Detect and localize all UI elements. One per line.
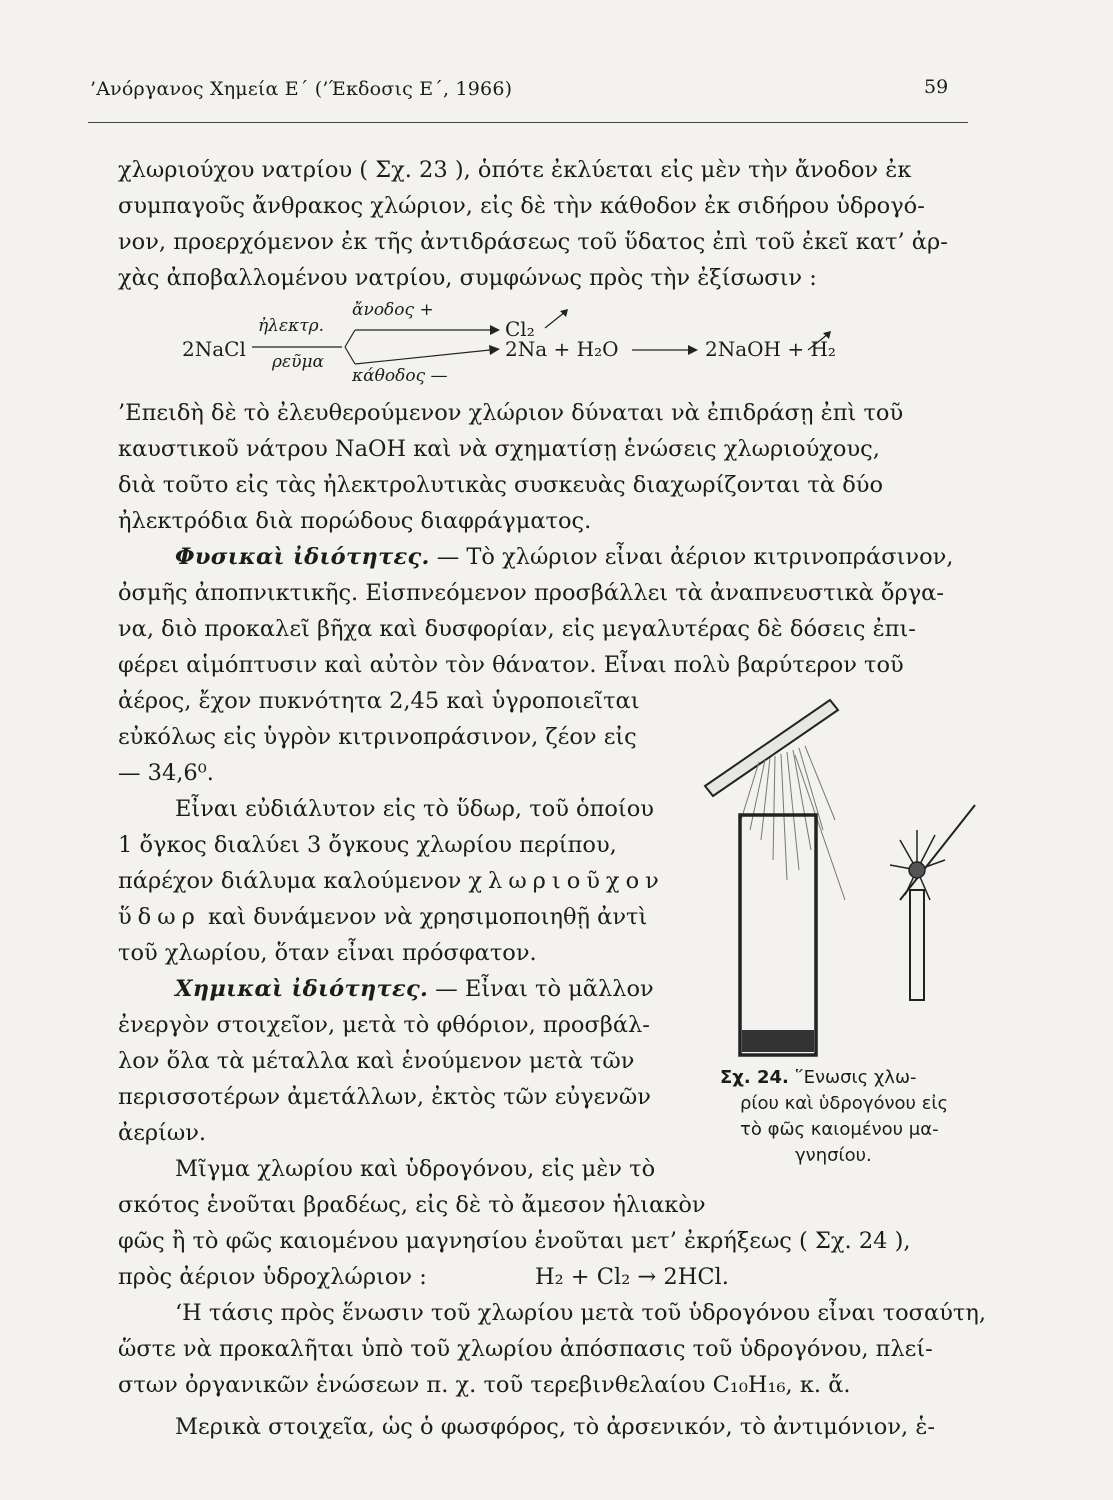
text-line: πάρέχον διάλυμα καλούμενον χλωριοῦχον — [118, 868, 665, 894]
text-line: εὐκόλως εἰς ὑγρὸν κιτρινοπράσινον, ζέον εἰς — [118, 724, 637, 750]
chemical-properties-first-line: Χημικαὶ ἰδιότητες. — Εἶναι τὸ μᾶλλον — [175, 976, 654, 1002]
text-line: 1 ὄγκος διαλύει 3 ὄγκους χλωρίου περίπου, — [118, 832, 617, 858]
page-number: 59 — [924, 76, 949, 98]
text-line: συμπαγοῦς ἄνθρακος χλώριον, εἰς δὲ τὴν κάθοδον ἐκ σιδήρου ὑδρογό- — [118, 193, 925, 219]
cathode-label: κάθοδος — — [352, 366, 448, 386]
text-line: σκότος ἑνοῦται βραδέως, εἰς δὲ τὸ ἄμεσον ἡλιακὸν — [118, 1192, 706, 1218]
text-line: ὕδωρ καὶ δυνάμενον νὰ χρησιμοποιηθῇ ἀντὶ — [118, 904, 648, 930]
anode-label: ἄνοδος + — [352, 300, 434, 320]
figure-24-caption: Σχ. 24. ῞Ενωσις χλω- ρίου καὶ ὑδρογόνου εἰς τὸ φῶς καιομένου μα- γνησίου. — [720, 1067, 949, 1166]
text-line: στων ὀργανικῶν ἑνώσεων π. χ. τοῦ τερεβινθελαίου C₁₀H₁₆, κ. ἄ. — [118, 1372, 851, 1398]
text-line: χὰς ἀποβαλλομένου νατρίου, συμφώνως πρὸς τὴν ἐξίσωσιν : — [118, 265, 817, 291]
hcl-equation: H₂ + Cl₂ → 2HCl. — [535, 1264, 729, 1290]
text-line: ’Επειδὴ δὲ τὸ ἐλευθερούμενον χλώριον δύναται νὰ ἐπιδράσῃ ἐπὶ τοῦ — [118, 400, 904, 426]
text-line: ὀσμῆς ἀποπνικτικῆς. Εἰσπνεόμενον προσβάλλει τὰ ἀναπνευστικὰ ὄργα- — [118, 580, 944, 606]
condition-top: ἠλεκτρ. — [258, 316, 325, 336]
physical-properties-first-line: Φυσικαὶ ἰδιότητες. — Τὸ χλώριον εἶναι ἀέριον κιτρινοπράσινον, — [175, 544, 954, 570]
light-rays — [741, 746, 845, 900]
figure-24-illustration — [695, 680, 995, 1070]
glass-cylinder — [740, 815, 816, 1055]
text-line: ἀέρος, ἔχον πυκνότητα 2,45 καὶ ὑγροποιεῖται — [118, 688, 640, 714]
text-line: νον, προερχόμενον ἐκ τῆς ἀντιδράσεως τοῦ ὕδατος ἐπὶ τοῦ ἐκεῖ κατ’ ἀρ- — [118, 229, 948, 255]
magnesium-tube — [910, 890, 924, 1000]
text-line: ‘Η τάσις πρὸς ἕνωσιν τοῦ χλωρίου μετὰ τοῦ ὑδρογόνου εἶναι τοσαύτη, — [175, 1300, 986, 1326]
text-line: πρὸς ἀέριον ὑδροχλώριον : — [118, 1264, 427, 1290]
text-line: τοῦ χλωρίου, ὅταν εἶναι πρόσφατον. — [118, 940, 537, 966]
text-line: να, διὸ προκαλεῖ βῆχα καὶ δυσφορίαν, εἰς μεγαλυτέρας δὲ δόσεις ἐπι- — [118, 616, 916, 642]
text-line: Μῖγμα χλωρίου καὶ ὑδρογόνου, εἰς μὲν τὸ — [175, 1156, 656, 1182]
text-line: λον ὅλα τὰ μέταλλα καὶ ἑνούμενον μετὰ τῶν — [118, 1048, 635, 1074]
figure-label: Σχ. 24. — [720, 1067, 789, 1088]
chemical-properties-heading: Χημικαὶ ἰδιότητες. — [175, 976, 429, 1002]
condition-bottom: ρεῦμα — [272, 352, 324, 372]
final-product: 2NaOH + H₂ — [705, 337, 836, 361]
text-line: καυστικοῦ νάτρου NaOH καὶ νὰ σχηματίσῃ ἑνώσεις χλωριούχους, — [118, 436, 880, 462]
text-line: φέρει αἱμόπτυσιν καὶ αὐτὸν τὸν θάνατον. Εἶναι πολὺ βαρύτερον τοῦ — [118, 652, 904, 678]
glass-plate — [705, 700, 838, 796]
text-line: — 34,6⁰. — [118, 760, 214, 786]
text-line: ἠλεκτρόδια διὰ πορώδους διαφράγματος. — [118, 508, 592, 534]
term-chlorine-water: χλωριοῦχον — [468, 868, 665, 894]
reactant: 2NaCl — [182, 337, 246, 361]
physical-properties-heading: Φυσικαὶ ἰδιότητες. — [175, 544, 430, 570]
text-line: ἐνεργὸν στοιχεῖον, μετὰ τὸ φθόριον, προσβάλ- — [118, 1012, 650, 1038]
text-line: χλωριούχου νατρίου ( Σχ. 23 ), ὁπότε ἐκλύεται εἰς μὲν τὴν ἄνοδον ἐκ — [118, 157, 912, 183]
text-line: φῶς ἢ τὸ φῶς καιομένου μαγνησίου ἑνοῦται μετ’ ἐκρήξεως ( Σχ. 24 ), — [118, 1228, 911, 1254]
text-line: Μερικὰ στοιχεῖα, ὡς ὁ φωσφόρος, τὸ ἀρσενικόν, τὸ ἀντιμόνιον, ἑ- — [175, 1414, 936, 1440]
cathode-product: 2Na + H₂O — [505, 337, 619, 361]
running-header: ’Ανόργανος Χημεία Ε΄ (’Έκδοσις Ε΄, 1966) — [90, 78, 513, 100]
text-line: ὥστε νὰ προκαλῆται ὑπὸ τοῦ χλωρίου ἀπόσπασις τοῦ ὑδρογόνου, πλεί- — [118, 1336, 933, 1362]
text-line: διὰ τοῦτο εἰς τὰς ἠλεκτρολυτικὰς συσκευὰς διαχωρίζονται τὰ δύο — [118, 472, 883, 498]
reaction-arrows — [0, 0, 1113, 420]
magnesium-ribbon — [900, 805, 975, 900]
anode-product: Cl₂ — [505, 317, 535, 341]
text-line: ἀερίων. — [118, 1120, 207, 1146]
cylinder-sediment — [742, 1030, 814, 1052]
text-line: περισσοτέρων ἀμετάλλων, ἐκτὸς τῶν εὐγενῶν — [118, 1084, 651, 1110]
text-line: Εἶναι εὐδιάλυτον εἰς τὸ ὕδωρ, τοῦ ὁποίου — [175, 796, 654, 822]
